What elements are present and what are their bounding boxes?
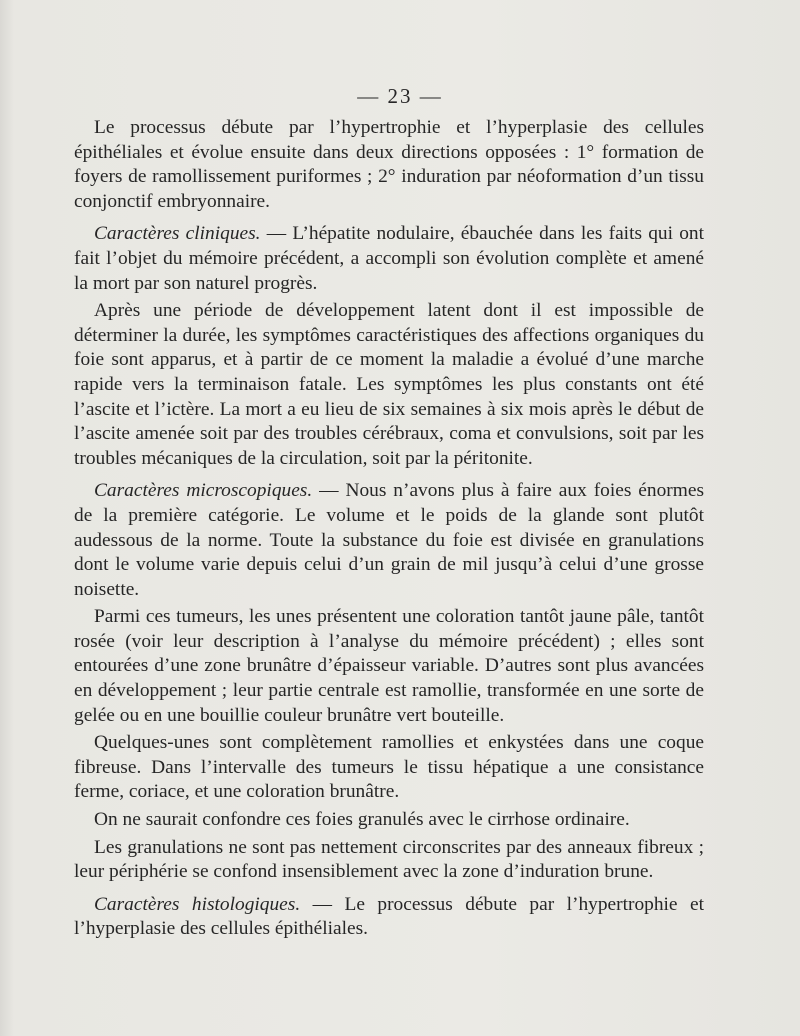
- paragraph-1: [74, 116, 704, 214]
- paragraph-9-text: — Le processus débute par l’hypertrophie et l’hyperplasie des cellules épithéliales.: [74, 893, 704, 940]
- paragraph-1-text: Le processus débute par l’hypertrophie et l’hyperplasie des cellules épithéliales et évolue ensuite dans deux directions opposées : 1° formation de foyers de ramollissement puriformes ; 2° induration par néoformation d’un tissu conjonctif embryonnaire.: [74, 117, 704, 212]
- section-heading-microscopiques: Caractères microscopiques.: [94, 480, 313, 502]
- paragraph-2-text: — L’hépatite nodulaire, ébauchée dans les faits qui ont fait l’objet du mémoire précédent, a accompli son évolution complète et amené la mort par son naturel progrès.: [74, 223, 704, 294]
- paragraph-5-text: Parmi ces tumeurs, les unes présentent une coloration tantôt jaune pâle, tantôt rosée (voir leur description à l’analyse du mémoire précédent) ; elles sont entourées d’une zone brunâtre d’épaisseur variable. D’autres sont plus avancées en développement ; leur partie centrale est ramollie, transformée en une sorte de gelée ou en une bouillie couleur brunâtre vert bouteille.: [74, 606, 704, 726]
- paragraph-8: [74, 836, 704, 885]
- paragraph-9: [74, 893, 704, 942]
- paragraph-5: [74, 605, 704, 728]
- paragraph-3: [74, 299, 704, 471]
- section-heading-cliniques: Caractères cliniques.: [94, 223, 261, 245]
- paragraph-7-text: On ne saurait confondre ces foies granulés avec le cirrhose ordinaire.: [94, 809, 630, 831]
- paragraph-7: [74, 808, 704, 833]
- paragraph-3-text: Après une période de développement latent dont il est impossible de déterminer la durée, les symptômes caractéristiques des affections organiques du foie sont apparus, et à partir de ce moment la maladie a évolué d’une marche rapide vers la terminaison fatale. Les symptômes les plus constants ont été l’ascite et l’ictère. La mort a eu lieu de six semaines à six mois après le début de l’ascite amenée soit par des troubles cérébraux, coma et convulsions, soit par les troubles mécaniques de la circulation, soit par la péritonite.: [74, 300, 704, 469]
- paragraph-6: [74, 731, 704, 805]
- page-body: [74, 116, 704, 942]
- page-number: — 23 —: [357, 84, 443, 108]
- paragraph-2: [74, 222, 704, 296]
- paragraph-4: [74, 479, 704, 602]
- paragraph-6-text: Quelques-unes sont complètement ramollies et enkystées dans une coque fibreuse. Dans l’intervalle des tumeurs le tissu hépatique a une consistance ferme, coriace, et une coloration brunâtre.: [74, 732, 704, 803]
- paragraph-8-text: Les granulations ne sont pas nettement circonscrites par des anneaux fibreux ; leur périphérie se confond insensiblement avec la zone d’induration brune.: [74, 836, 704, 883]
- section-heading-histologiques: Caractères histologiques.: [94, 893, 301, 915]
- paragraph-4-text: — Nous n’avons plus à faire aux foies énormes de la première catégorie. Le volume et le poids de la glande sont plutôt audessous de la norme. Toute la substance du foie est divisée en granulations dont le volume varie depuis celui d’un grain de mil jusqu’à celui d’une grosse noisette.: [74, 480, 704, 600]
